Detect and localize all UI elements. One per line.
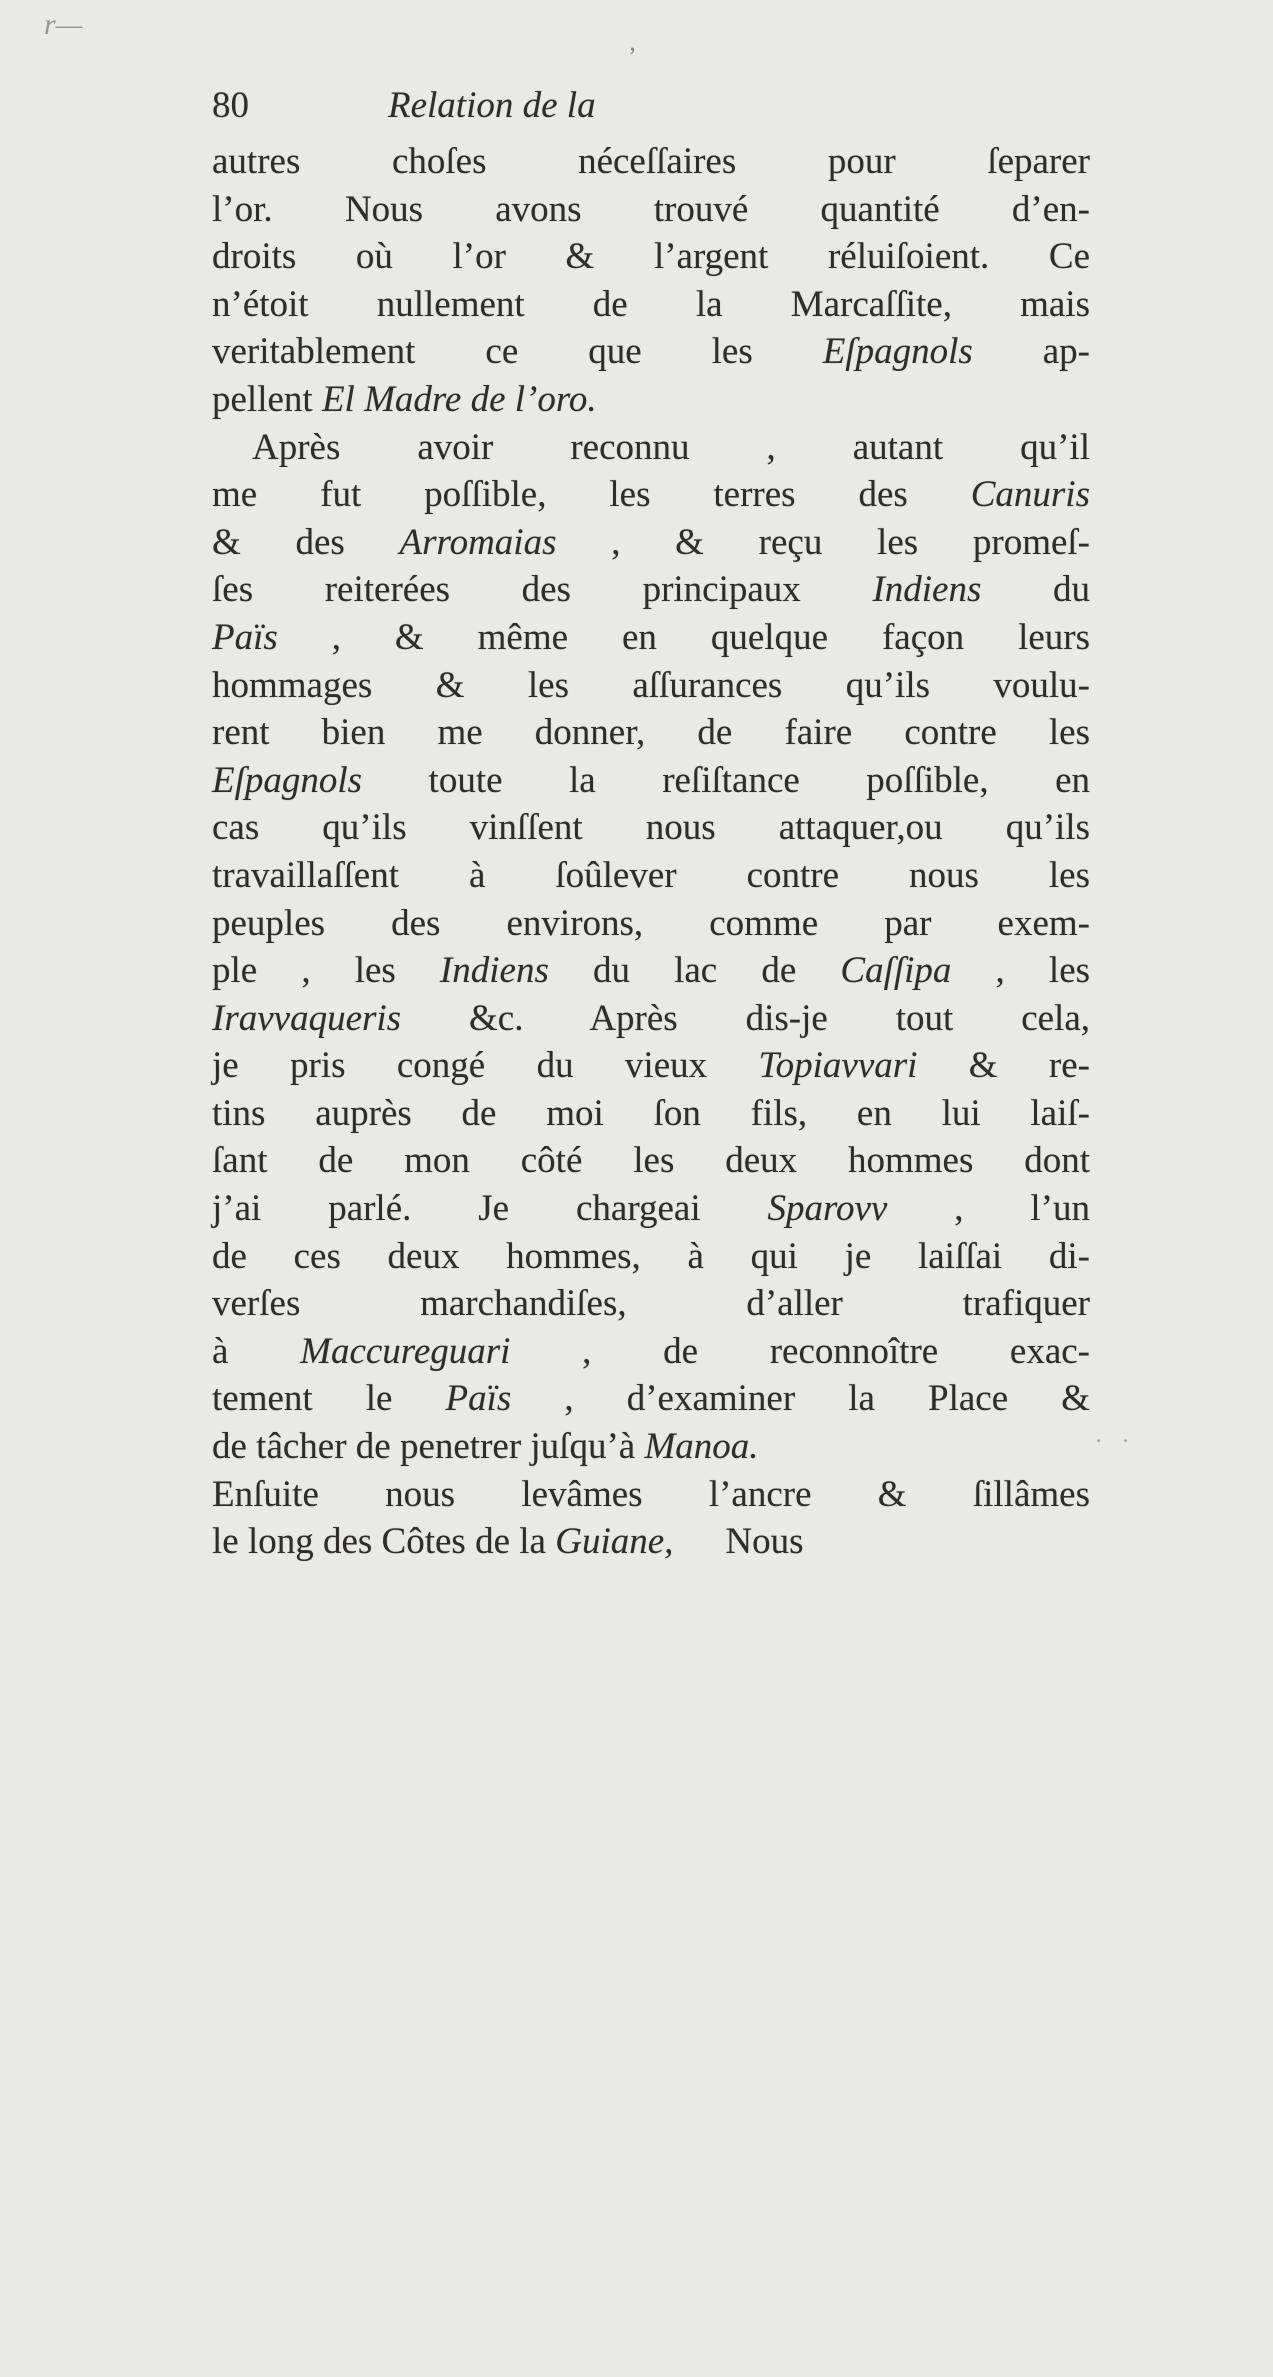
page-number: 80 bbox=[212, 85, 249, 126]
italic-text: Indiens bbox=[439, 950, 549, 992]
text-line bbox=[212, 471, 1090, 519]
italic-text: Guiane, bbox=[555, 1521, 674, 1563]
italic-text: Canuris bbox=[970, 474, 1090, 516]
running-title: Relation de la bbox=[388, 85, 596, 126]
text-line bbox=[212, 804, 1090, 852]
text-line bbox=[212, 328, 1090, 376]
roman-text: tement le bbox=[212, 1378, 446, 1420]
text-line bbox=[212, 1423, 1090, 1471]
roman-text: , les bbox=[951, 950, 1091, 992]
roman-text: droits où l’or & l’argent réluiſoient. Ce bbox=[212, 236, 1090, 278]
roman-text: toute la reſiſtance poſſible, en bbox=[362, 759, 1090, 801]
text-line bbox=[212, 281, 1090, 329]
roman-text: , l’un bbox=[887, 1188, 1090, 1230]
italic-text: Eſpagnols bbox=[822, 331, 973, 373]
roman-text: cas qu’ils vinſſent nous attaquer,ou qu’ils bbox=[212, 807, 1090, 849]
italic-text: Topiavvari bbox=[758, 1045, 918, 1087]
text-line bbox=[212, 519, 1090, 567]
text-line bbox=[212, 614, 1090, 662]
roman-text: , d’examiner la Place & bbox=[511, 1378, 1090, 1420]
text-line bbox=[212, 900, 1090, 948]
text-line bbox=[212, 1280, 1090, 1328]
roman-text: ſes reiterées des principaux bbox=[212, 569, 873, 611]
roman-text: à bbox=[212, 1330, 301, 1372]
roman-text: du lac de bbox=[548, 950, 841, 992]
roman-text: , & même en quelque façon leurs bbox=[277, 616, 1090, 658]
italic-text: El Madre de l’oro. bbox=[321, 378, 597, 420]
roman-text: pellent bbox=[212, 378, 322, 420]
italic-text: Païs bbox=[445, 1378, 512, 1420]
roman-text: & des bbox=[212, 521, 400, 563]
text-line bbox=[212, 1375, 1090, 1423]
text-line bbox=[212, 233, 1090, 281]
roman-text: Après avoir reconnu , autant qu’il bbox=[252, 426, 1090, 468]
page-header bbox=[212, 82, 1090, 130]
roman-text: peuples des environs, comme par exem- bbox=[212, 902, 1090, 944]
italic-text: Maccureguari bbox=[300, 1330, 511, 1372]
roman-text: autres choſes néceſſaires pour ſeparer bbox=[212, 141, 1090, 182]
italic-text: Arromaias bbox=[399, 521, 557, 563]
roman-text: le long des Côtes de la bbox=[212, 1521, 556, 1563]
print-artifact-margin-dots: · · bbox=[1095, 1428, 1137, 1453]
print-artifact-speck: ʼ bbox=[628, 42, 637, 71]
roman-text: ap- bbox=[972, 331, 1090, 373]
text-line bbox=[212, 1137, 1090, 1185]
roman-text: hommages & les aſſurances qu’ils voulu- bbox=[212, 664, 1090, 706]
italic-text: Païs bbox=[212, 616, 278, 658]
roman-text: j’ai parlé. Je chargeai bbox=[212, 1188, 768, 1230]
body-text bbox=[212, 138, 1090, 1566]
roman-text: de tâcher de penetrer juſqu’à bbox=[212, 1426, 645, 1468]
roman-text: ple , les bbox=[212, 950, 440, 992]
roman-text: , & reçu les promeſ- bbox=[556, 521, 1090, 563]
roman-text: &c. Après dis-je tout cela, bbox=[401, 997, 1090, 1039]
text-line bbox=[212, 995, 1090, 1043]
italic-text: Iravvaqueris bbox=[212, 997, 402, 1039]
italic-text: Manoa. bbox=[644, 1426, 759, 1468]
roman-text: je pris congé du vieux bbox=[212, 1045, 759, 1087]
text-line bbox=[212, 1328, 1090, 1376]
roman-text: Nous bbox=[725, 1521, 804, 1563]
text-line bbox=[212, 186, 1090, 234]
text-line bbox=[212, 757, 1090, 805]
roman-text: l’or. Nous avons trouvé quantité d’en- bbox=[212, 188, 1090, 230]
print-artifact-corner: r— bbox=[44, 8, 83, 41]
roman-text: du bbox=[981, 569, 1090, 611]
italic-text: Eſpagnols bbox=[212, 759, 363, 801]
italic-text: Sparovv bbox=[767, 1188, 888, 1230]
roman-text: travaillaſſent à ſoûlever contre nous les bbox=[212, 854, 1090, 896]
roman-text: rent bien me donner, de faire contre les bbox=[212, 712, 1090, 754]
text-line bbox=[212, 1518, 1090, 1566]
text-line bbox=[212, 1185, 1090, 1233]
text-line bbox=[212, 947, 1090, 995]
italic-text: Caſſipa bbox=[840, 950, 952, 992]
roman-text: , de reconnoître exac- bbox=[510, 1330, 1090, 1372]
text-line bbox=[212, 1471, 1090, 1519]
roman-text: de ces deux hommes, à qui je laiſſai di- bbox=[212, 1235, 1090, 1277]
text-line bbox=[212, 662, 1090, 710]
text-line bbox=[212, 1233, 1090, 1281]
text-line bbox=[212, 376, 1090, 424]
roman-text: me fut poſſible, les terres des bbox=[212, 474, 971, 516]
roman-text: Enſuite nous levâmes l’ancre & ſillâmes bbox=[212, 1473, 1090, 1515]
text-line bbox=[212, 709, 1090, 757]
text-line bbox=[212, 138, 1090, 186]
roman-text: ſant de mon côté les deux hommes dont bbox=[212, 1140, 1090, 1182]
text-line bbox=[212, 424, 1090, 472]
text-line bbox=[212, 1090, 1090, 1138]
text-line bbox=[212, 852, 1090, 900]
italic-text: Indiens bbox=[872, 569, 982, 611]
text-line bbox=[212, 1042, 1090, 1090]
roman-text: veritablement ce que les bbox=[212, 331, 823, 373]
roman-text: tins auprès de moi ſon fils, en lui laiſ- bbox=[212, 1092, 1090, 1134]
roman-text: n’étoit nullement de la Marcaſſite, mais bbox=[212, 283, 1090, 325]
roman-text: verſes marchandiſes, d’aller trafiquer bbox=[212, 1283, 1090, 1325]
roman-text: & re- bbox=[917, 1045, 1090, 1087]
text-line bbox=[212, 566, 1090, 614]
